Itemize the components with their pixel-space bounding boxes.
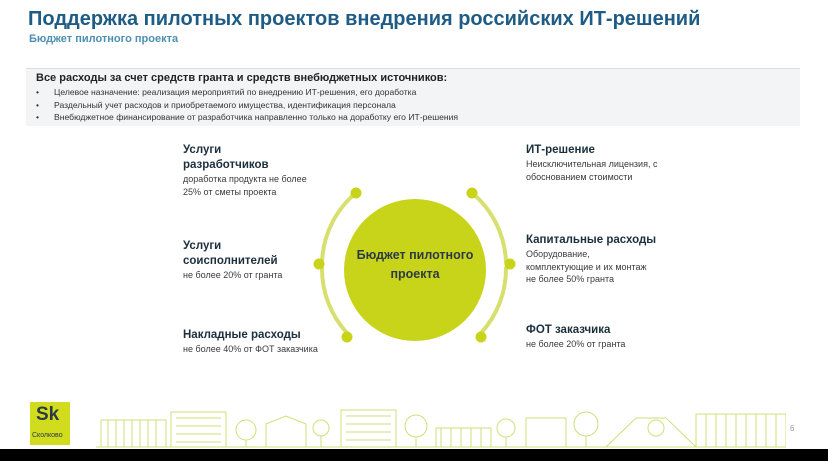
item-desc: 25% от сметы проекта bbox=[183, 186, 277, 197]
logo-caption: Сколково bbox=[32, 432, 63, 439]
item-desc: Оборудование, bbox=[526, 249, 590, 259]
item-customer-payroll bbox=[526, 323, 625, 351]
budget-center-line: Бюджет пилотного bbox=[356, 248, 474, 262]
skolkovo-logo bbox=[30, 402, 70, 445]
item-coexecutor-services bbox=[183, 239, 282, 282]
item-desc: не более 40% от ФОТ заказчика bbox=[183, 344, 318, 354]
budget-center-line: проекта bbox=[390, 267, 440, 281]
item-developer-services bbox=[183, 143, 307, 198]
item-title: Услуги bbox=[183, 144, 222, 156]
item-desc: Неисключительная лицензия, с bbox=[526, 159, 658, 169]
list-item-text: Внебюджетное финансирование от разработчика направленно только на доработку его ИТ-решения bbox=[54, 112, 459, 122]
item-it-solution bbox=[526, 143, 657, 183]
item-desc: не более 20% от гранта bbox=[526, 339, 626, 349]
item-desc: обоснованием стоимости bbox=[526, 171, 633, 182]
item-title: Накладные расходы bbox=[183, 329, 301, 341]
item-desc: комплектующие и их монтаж bbox=[526, 261, 647, 272]
page-subtitle: Бюджет пилотного проекта bbox=[29, 33, 179, 45]
ring-marker-dot bbox=[467, 188, 478, 199]
item-desc: доработка продукта не более bbox=[183, 174, 307, 184]
list-item-text: Целевое назначение: реализация мероприятий по внедрению ИТ-решения, его доработка bbox=[54, 87, 417, 97]
item-title: ИТ-решение bbox=[526, 144, 595, 156]
item-title: Капитальные расходы bbox=[526, 234, 657, 246]
item-title: ФОТ заказчика bbox=[526, 324, 611, 336]
bullet-icon: • bbox=[36, 112, 40, 122]
city-skyline-illustration bbox=[96, 398, 786, 448]
ring-marker-dot bbox=[314, 259, 325, 270]
list-item-text: Раздельный учет расходов и приобретаемого имущества, идентификация персонала bbox=[54, 99, 396, 110]
ring-marker-dot bbox=[351, 188, 362, 199]
item-title: разработчиков bbox=[183, 159, 269, 171]
ring-marker-dot bbox=[476, 332, 487, 343]
item-capital-expenses bbox=[526, 233, 656, 286]
bullet-icon: • bbox=[36, 99, 40, 110]
item-overhead-costs bbox=[183, 328, 318, 356]
page-title: Поддержка пилотных проектов внедрения российских ИТ-решений bbox=[28, 8, 701, 30]
bullet-icon: • bbox=[36, 87, 40, 97]
item-desc: не более 20% от гранта bbox=[183, 270, 283, 280]
info-heading: Все расходы за счет средств гранта и средств внебюджетных источников: bbox=[36, 72, 448, 84]
item-desc: не более 50% гранта bbox=[526, 274, 615, 284]
item-title: соисполнителей bbox=[183, 255, 278, 267]
ring-marker-dot bbox=[342, 332, 353, 343]
budget-center-label bbox=[344, 246, 486, 284]
page-number: 6 bbox=[790, 424, 795, 433]
logo-mark: Sk bbox=[36, 404, 60, 425]
ring-marker-dot bbox=[505, 259, 516, 270]
item-title: Услуги bbox=[183, 240, 222, 252]
